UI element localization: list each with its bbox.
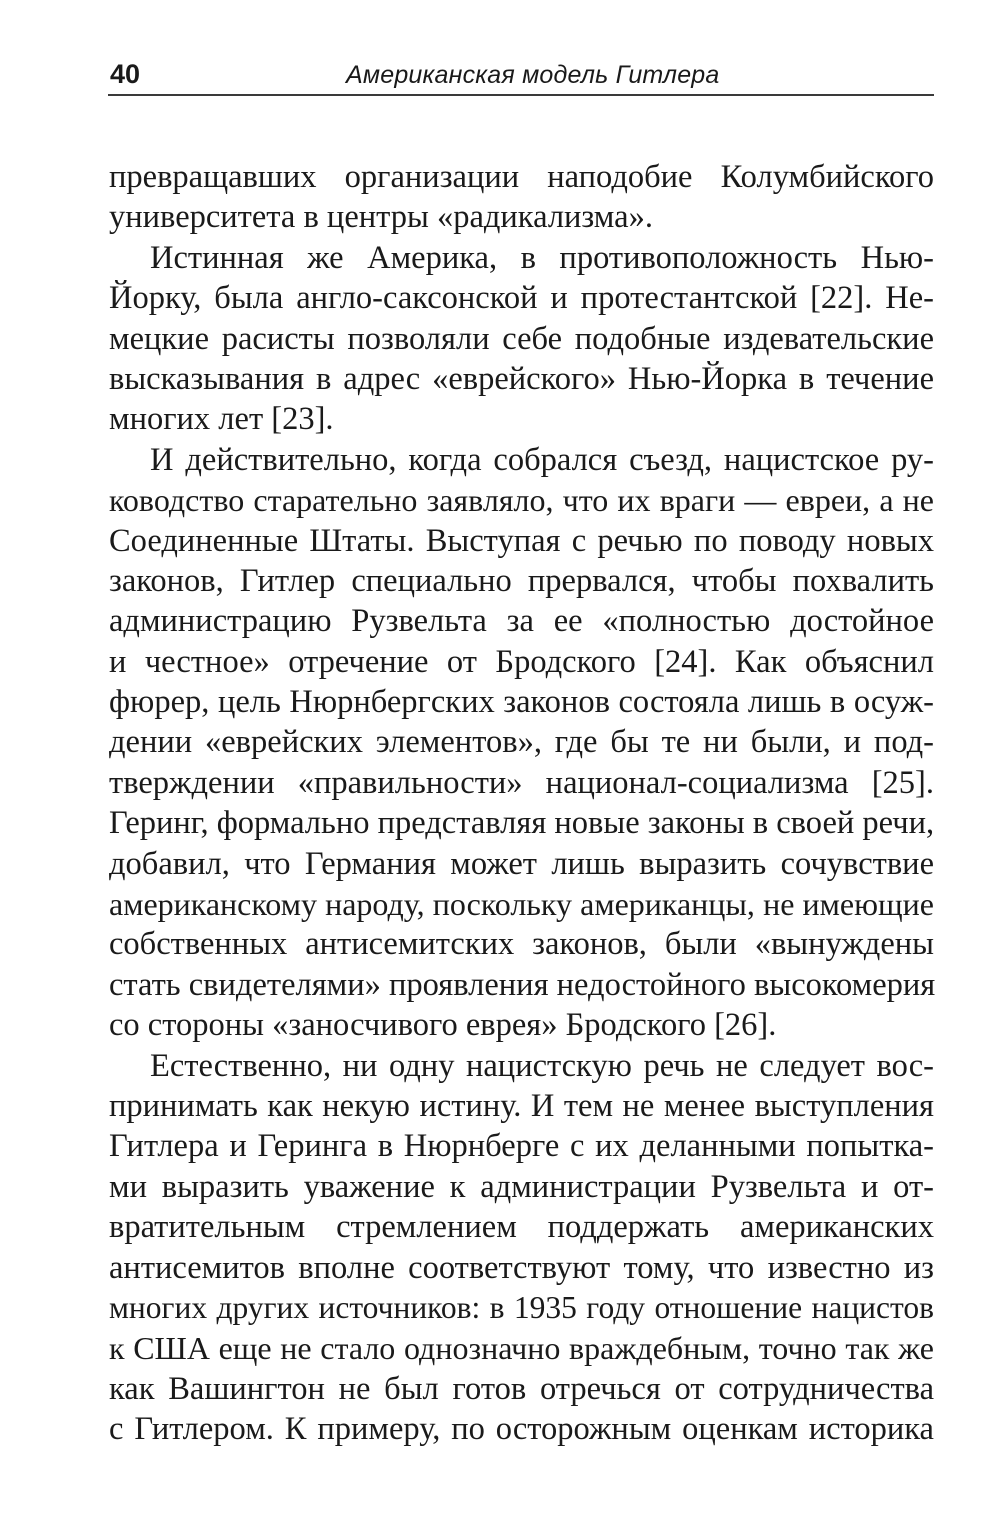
text-line: стать свидетелями» проявления недостойного высокомерия bbox=[109, 966, 936, 1003]
text-line: принимать как некую истину. И тем не менее выступления bbox=[109, 1087, 934, 1124]
page-number: 40 bbox=[110, 59, 141, 89]
text-line: к США еще не стало однозначно враждебным, точно так же bbox=[109, 1330, 934, 1367]
text-line: вратительным стремлением поддержать американских bbox=[109, 1209, 934, 1246]
text-line: американскому народу, поскольку американцы, не имеющие bbox=[109, 886, 934, 923]
text-line: многих лет [23]. bbox=[109, 401, 334, 438]
text-line: законов, Гитлер специально прервался, чтобы похвалить bbox=[109, 562, 934, 599]
body-text bbox=[109, 157, 934, 1450]
text-line: ководство старательно заявляло, что их враги — евреи, а не bbox=[109, 482, 934, 519]
text-line: собственных антисемитских законов, были «вынуждены bbox=[109, 926, 934, 963]
text-line: со стороны «заносчивого еврея» Бродского [26]. bbox=[109, 1007, 777, 1044]
paragraph-first-line: Истинная же Америка, в противоположность Нью- bbox=[150, 239, 934, 276]
text-line: дении «еврейских элементов», где бы те ни были, и под- bbox=[109, 724, 934, 761]
text-line: ми выразить уважение к администрации Рузвельта и от- bbox=[109, 1168, 934, 1205]
text-line: высказывания в адрес «еврейского» Нью-Йорка в течение bbox=[109, 360, 934, 397]
text-line: Гитлера и Геринга в Нюрнберге с их деланными попытка- bbox=[109, 1128, 934, 1165]
running-title: Американская модель Гитлера bbox=[346, 61, 720, 89]
text-line: администрацию Рузвельта за ее «полностью достойное bbox=[109, 603, 934, 640]
text-line: Йорку, была англо-саксонской и протестантской [22]. Не- bbox=[109, 280, 934, 317]
text-line: университета в центры «радикализма». bbox=[109, 199, 653, 236]
text-line: Соединенные Штаты. Выступая с речью по поводу новых bbox=[109, 522, 934, 559]
text-line: антисемитов вполне соответствуют тому, что известно из bbox=[109, 1249, 934, 1286]
text-line: превращавших организации наподобие Колумбийского bbox=[109, 159, 934, 195]
text-line: тверждении «правильности» национал-социализма [25]. bbox=[109, 764, 934, 801]
text-line: Геринг, формально представляя новые законы в своей речи, bbox=[109, 805, 935, 842]
text-line: с Гитлером. К примеру, по осторожным оценкам историка bbox=[109, 1411, 934, 1448]
text-line: мецкие расисты позволяли себе подобные издевательские bbox=[109, 320, 934, 357]
text-line: как Вашингтон не был готов отречься от сотрудничества bbox=[109, 1370, 934, 1407]
text-line: многих других источников: в 1935 году отношение нацистов bbox=[109, 1289, 934, 1325]
paragraph-first-line: Естественно, ни одну нацистскую речь не следует вос- bbox=[150, 1047, 934, 1084]
text-line: и честное» отречение от Бродского [24]. Как объяснил bbox=[109, 643, 934, 680]
paragraph-first-line: И действительно, когда собрался съезд, нацистское ру- bbox=[150, 441, 934, 478]
text-line: фюрер, цель Нюрнбергских законов состояла лишь в осуж- bbox=[109, 684, 934, 721]
text-line: добавил, что Германия может лишь выразить сочувствие bbox=[109, 845, 934, 882]
running-header bbox=[108, 56, 934, 96]
